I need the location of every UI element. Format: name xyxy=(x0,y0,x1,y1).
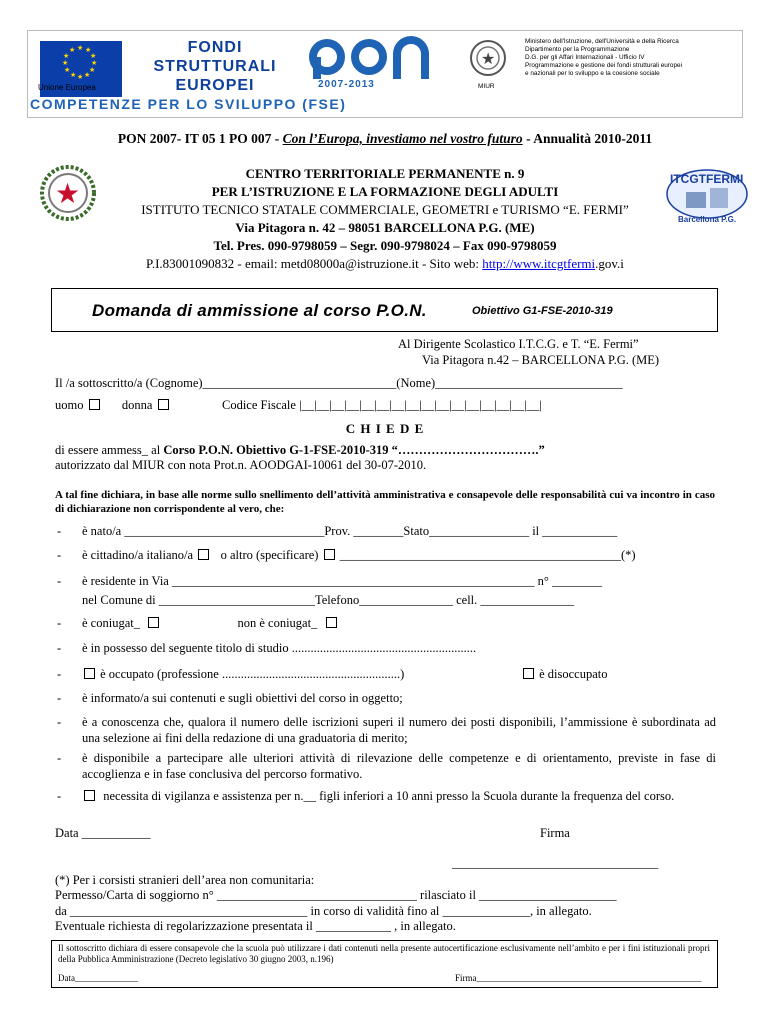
school-phones: Tel. Pres. 090-9798059 – Segr. 090-9798024 – Fax 090-9798059 xyxy=(213,238,557,253)
svg-text:★: ★ xyxy=(77,44,84,52)
website-link[interactable]: http://www.itcgtfermi xyxy=(482,256,596,271)
svg-text:★: ★ xyxy=(90,52,97,60)
donna-checkbox[interactable] xyxy=(158,399,169,410)
ammissione-line xyxy=(55,443,545,458)
svg-text:★: ★ xyxy=(70,71,77,79)
bullet: - xyxy=(57,715,62,729)
childcare-row xyxy=(82,789,716,805)
republic-emblem-icon xyxy=(468,38,508,82)
svg-text:★: ★ xyxy=(62,59,69,67)
regularization-line[interactable]: Eventuale richiesta di regolarizzazione presentata il ____________ , in allegato. xyxy=(55,919,456,933)
unemployed-row xyxy=(521,667,608,682)
signature-field[interactable]: _________________________________ xyxy=(452,856,659,870)
school-name: ISTITUTO TECNICO STATALE COMMERCIALE, GEOMETRI e TURISMO “E. FERMI” xyxy=(141,202,629,217)
not-married-label: non è coniugat_ xyxy=(237,616,318,630)
birth-field-line[interactable]: è nato/a ________________________________Prov. ________Stato________________ il ____________ xyxy=(82,524,618,538)
svg-text:★: ★ xyxy=(84,71,91,79)
school-contacts xyxy=(0,256,770,272)
svg-text:★: ★ xyxy=(63,52,70,60)
logo-text: ITCGTFERMI xyxy=(670,172,744,186)
ammissione-prefix: di essere ammess_ al xyxy=(55,443,164,457)
fse-tagline: COMPETENZE PER LO SVILUPPO (FSE) xyxy=(30,96,347,112)
ministry-line: D.G. per gli Affari Internazionali - Ufficio IV xyxy=(525,54,645,61)
fondi-line-1: FONDI xyxy=(187,39,243,56)
employment-row xyxy=(82,667,404,682)
availability-statement: è disponibile a partecipare alle ulteriori attività di rilevazione delle competenze e di orientamento, previste in fase di accoglienza e in fase conclusiva del percorso formativo. xyxy=(82,751,716,781)
other-citizen-checkbox[interactable] xyxy=(324,549,335,560)
course-name: Corso P.O.N. Obiettivo G-1-FSE-2010-319 “…………………………….” xyxy=(163,443,545,457)
contacts-text: P.I.83001090832 - email: metd08000a@istruzione.it - Sito web: xyxy=(146,256,483,271)
pon-years: 2007-2013 xyxy=(318,79,375,90)
svg-text:★: ★ xyxy=(69,46,76,54)
foreigners-title: (*) Per i corsisti stranieri dell’area non comunitaria: xyxy=(55,873,315,887)
eu-label: Unione Europea xyxy=(38,83,96,92)
donna-label: donna xyxy=(121,398,153,412)
privacy-signature-field[interactable]: Firma__________________________________________________ xyxy=(455,973,702,983)
bullet: - xyxy=(57,789,62,803)
fondi-strutturali-logo xyxy=(140,38,290,95)
bullet: - xyxy=(57,751,62,765)
bullet: - xyxy=(57,574,62,588)
svg-text:★: ★ xyxy=(55,177,81,210)
website-suffix: .gov.i xyxy=(595,256,624,271)
name-field-line[interactable]: Il /a sottoscritto/a (Cognome)_______________________________(Nome)______________________________ xyxy=(55,376,623,390)
unemployed-checkbox[interactable] xyxy=(523,668,534,679)
childcare-label: necessita di vigilanza e assistenza per n.__ figli inferiori a 10 anni presso la Scuola durante la frequenza del corso. xyxy=(103,789,675,803)
italian-citizen-checkbox[interactable] xyxy=(198,549,209,560)
bullet: - xyxy=(57,691,62,705)
svg-text:★: ★ xyxy=(481,49,496,68)
pon-code: PON 2007- IT 05 1 PO 007 - xyxy=(117,131,283,146)
codice-fiscale-field[interactable]: Codice Fiscale |__|__|__|__|__|__|__|__|__|__|__|__|__|__|__|__| xyxy=(222,398,542,412)
informed-statement: è informato/a sui contenuti e sugli obiettivi del corso in oggetto; xyxy=(82,691,403,705)
privacy-date-field[interactable]: Data______________ xyxy=(58,973,138,983)
chiede-heading: C H I E D E xyxy=(345,421,425,436)
unemployed-label: è disoccupato xyxy=(539,667,608,681)
svg-text:★: ★ xyxy=(89,66,96,74)
bullet: - xyxy=(57,641,62,655)
uomo-checkbox[interactable] xyxy=(89,399,100,410)
ministry-line: Dipartimento per la Programmazione xyxy=(525,46,630,53)
employed-checkbox[interactable] xyxy=(84,668,95,679)
selection-statement: è a conoscenza che, qualora il numero delle iscrizioni superi il numero dei posti disponibili, l’ammissione è subordinata ad una selezione ai fini della redazione di una graduatoria di merito; xyxy=(82,715,716,745)
bullet: - xyxy=(57,548,62,562)
married-checkbox[interactable] xyxy=(148,617,159,628)
bullet: - xyxy=(57,616,62,630)
not-married-checkbox[interactable] xyxy=(326,617,337,628)
italian-citizen-label: è cittadino/a italiano/a xyxy=(82,548,194,562)
childcare-checkbox[interactable] xyxy=(84,790,95,801)
date-field[interactable]: ___________ xyxy=(81,826,151,840)
gender-row xyxy=(55,398,171,413)
pon-year: - Annualità 2010-2011 xyxy=(522,131,653,146)
ctp-title: CENTRO TERRITORIALE PERMANENTE n. 9 xyxy=(245,166,525,181)
fondi-line-2: STRUTTURALI xyxy=(153,58,277,75)
married-label: è coniugat_ xyxy=(82,616,140,630)
svg-text:★: ★ xyxy=(64,66,71,74)
autorizzazione-line: autorizzato dal MIUR con nota Prot.n. AOODGAI-10061 del 30-07-2010. xyxy=(55,458,427,472)
addressee-line-1: Al Dirigente Scolastico I.T.C.G. e T. “E. Fermi” xyxy=(398,337,639,351)
date-label: Data xyxy=(55,826,79,840)
addressee-line-2: Via Pitagora n.42 – BARCELLONA P.G. (ME) xyxy=(422,353,660,367)
ministry-line: Ministero dell'Istruzione, dell'Università e della Ricerca xyxy=(525,38,679,45)
other-citizen-label: o altro (specificare) xyxy=(220,548,319,562)
logo-place: Barcellona P.G. xyxy=(678,215,737,224)
school-address: Via Pitagora n. 42 – 98051 BARCELLONA P.G. (ME) xyxy=(235,220,535,235)
svg-text:★: ★ xyxy=(77,73,84,81)
comune-field-line[interactable]: nel Comune di _________________________Telefono_______________ cell. _______________ xyxy=(82,593,575,607)
ministry-text xyxy=(525,38,735,78)
citizenship-row xyxy=(82,548,636,563)
other-citizen-field[interactable]: _____________________________________________(*) xyxy=(339,548,636,562)
ministry-line: Programmazione e gestione dei fondi strutturali europei xyxy=(525,62,683,69)
pon-header-line xyxy=(0,131,770,147)
privacy-text: Il sottoscritto dichiara di essere consapevole che la scuola può utilizzare i dati contenuti nella presente autocertificazione esclusivamente nell’ambito e per i fini istituzionali propri della Pubblica Amministrazione (Decreto legislativo 30 giugno 2003, n.196) xyxy=(58,943,710,964)
svg-text:★: ★ xyxy=(85,46,92,54)
signature-label: Firma xyxy=(540,826,570,840)
fondi-line-3: EUROPEI xyxy=(175,77,255,94)
ctp-subtitle: PER L’ISTRUZIONE E LA FORMAZIONE DEGLI ADULTI xyxy=(211,184,559,199)
svg-text:★: ★ xyxy=(91,59,98,67)
form-objective: Obiettivo G1-FSE-2010-319 xyxy=(472,305,613,317)
form-title: Domanda di ammissione al corso P.O.N. xyxy=(92,301,427,320)
permit-validity-line[interactable]: da ______________________________________ in corso di validità fino al ______________, in allegato. xyxy=(55,904,592,918)
marital-row xyxy=(82,616,339,631)
study-title-field[interactable]: è in possesso del seguente titolo di studio ........................................................... xyxy=(82,641,477,655)
permit-field-line[interactable]: Permesso/Carta di soggiorno n° ________________________________ rilasciato il ______________________ xyxy=(55,888,617,902)
employed-label: è occupato (professione .........................................................) xyxy=(100,667,405,681)
miur-label: MIUR xyxy=(478,83,495,90)
residence-field-line[interactable]: è residente in Via __________________________________________________________ n° ________ xyxy=(82,574,602,588)
uomo-label: uomo xyxy=(55,398,84,412)
ministry-line: e nazionali per lo sviluppo e la coesione sociale xyxy=(525,70,660,77)
date-row xyxy=(55,826,150,841)
declaration-text: A tal fine dichiara, in base alle norme sullo snellimento dell’attività amministrativa e consapevole delle responsabilità cui va incontro in caso di dichiarazione non corrispondente al vero, che: xyxy=(55,489,715,515)
bullet: - xyxy=(57,667,62,681)
pon-motto: Con l’Europa, investiamo nel vostro futuro xyxy=(282,131,523,146)
bullet: - xyxy=(57,524,62,538)
